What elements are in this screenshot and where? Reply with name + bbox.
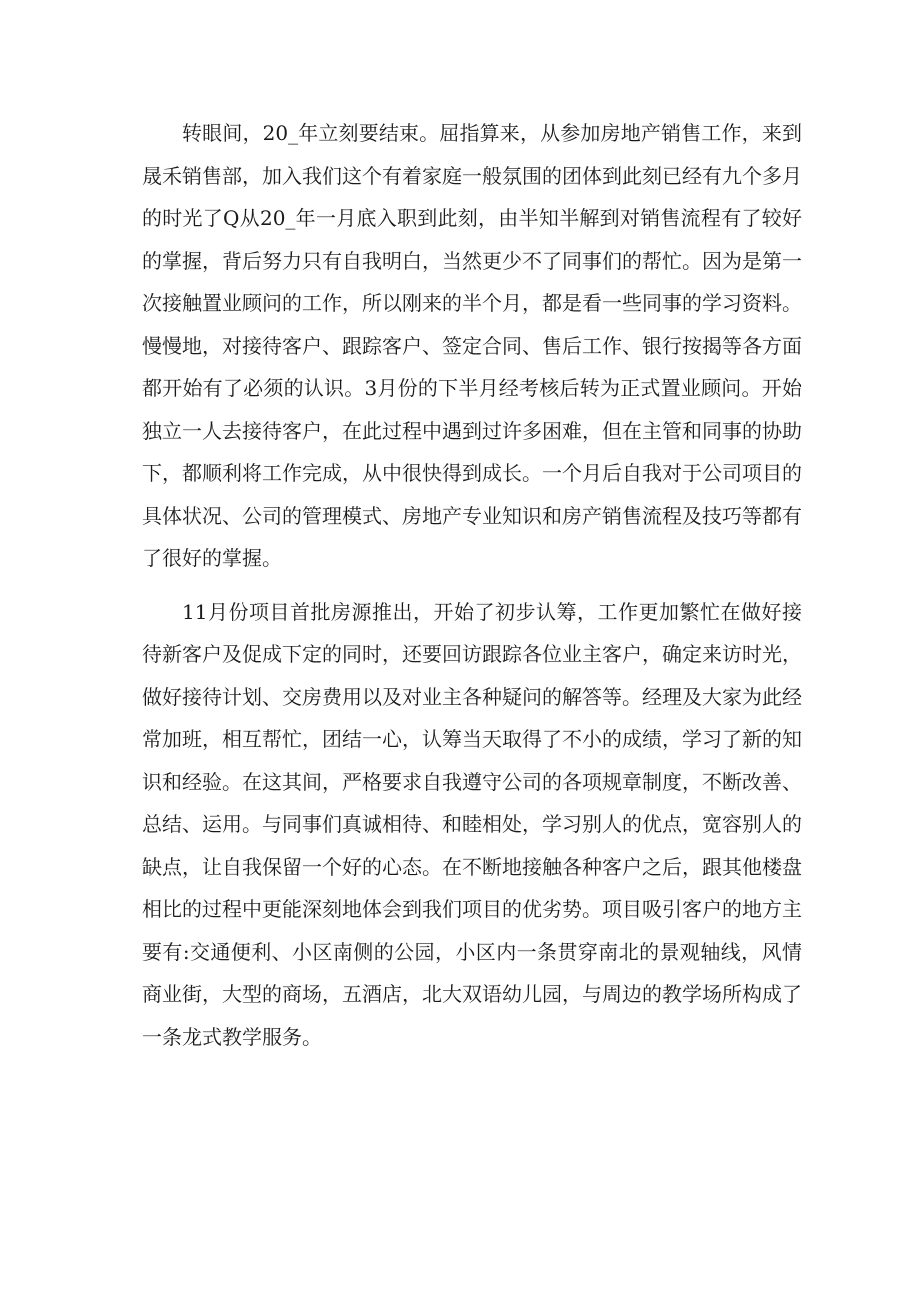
paragraph-line: 相比的过程中更能深刻地体会到我们项目的优劣势。项目吸引客户的地方主 [142, 897, 802, 921]
paragraph-2 [142, 591, 802, 1059]
paragraph-line: 慢慢地，对接待客户、跟踪客户、签定合同、售后工作、银行按揭等各方面 [142, 333, 802, 358]
paragraph-line: 具体状况、公司的管理模式、房地产专业知识和房产销售流程及技巧等都有 [142, 503, 802, 528]
paragraph-line: 的掌握，背后努力只有自我明白，当然更少不了同事们的帮忙。因为是第一 [142, 248, 802, 273]
paragraph-line: 独立一人去接待客户，在此过程中遇到过许多困难，但在主管和同事的协助 [142, 418, 802, 443]
paragraph-line: 下，都顺利将工作完成，从中很快得到成长。一个月后自我对于公司项目的 [142, 461, 802, 485]
paragraph-line: 总结、运用。与同事们真诚相待、和睦相处，学习别人的优点，宽容别人的 [142, 812, 802, 836]
paragraph-line: 转眼间，20_年立刻要结束。屈指算来，从参加房地产销售工作，来到 [182, 121, 802, 145]
paragraph-line: 商业街，大型的商场，五酒店，北大双语幼儿园，与周边的教学场所构成了 [142, 982, 802, 1006]
paragraph-line: 做好接待计划、交房费用以及对业主各种疑问的解答等。经理及大家为此经 [142, 684, 802, 709]
paragraph-spacer [142, 580, 802, 591]
paragraph-line: 11月份项目首批房源推出，开始了初步认筹，工作更加繁忙在做好接 [182, 599, 802, 624]
paragraph-line: 晟禾销售部，加入我们这个有着家庭一般氛围的团体到此刻已经有九个多月 [142, 163, 802, 188]
paragraph-line: 缺点，让自我保留一个好的心态。在不断地接触各种客户之后，跟其他楼盘 [142, 854, 802, 879]
paragraph-line: 了很好的掌握。 [142, 546, 282, 570]
paragraph-line: 都开始有了必须的认识。3月份的下半月经考核后转为正式置业顾问。开始 [142, 376, 802, 400]
paragraph-line: 一条龙式教学服务。 [142, 1024, 322, 1049]
document-body [142, 112, 802, 1058]
paragraph-line: 待新客户及促成下定的同时，还要回访跟踪各位业主客户，确定来访时光， [142, 642, 802, 666]
paragraph-line: 次接触置业顾问的工作，所以刚来的半个月，都是看一些同事的学习资料。 [142, 291, 802, 315]
paragraph-line: 常加班，相互帮忙，团结一心，认筹当天取得了不小的成绩，学习了新的知 [142, 727, 802, 751]
paragraph-1 [142, 112, 802, 580]
paragraph-line: 的时光了Q从20_年一月底入职到此刻，由半知半解到对销售流程有了较好 [142, 206, 802, 230]
paragraph-line: 要有:交通便利、小区南侧的公园，小区内一条贯穿南北的景观轴线，风情 [142, 939, 802, 964]
paragraph-line: 识和经验。在这其间，严格要求自我遵守公司的各项规章制度，不断改善、 [142, 769, 802, 794]
